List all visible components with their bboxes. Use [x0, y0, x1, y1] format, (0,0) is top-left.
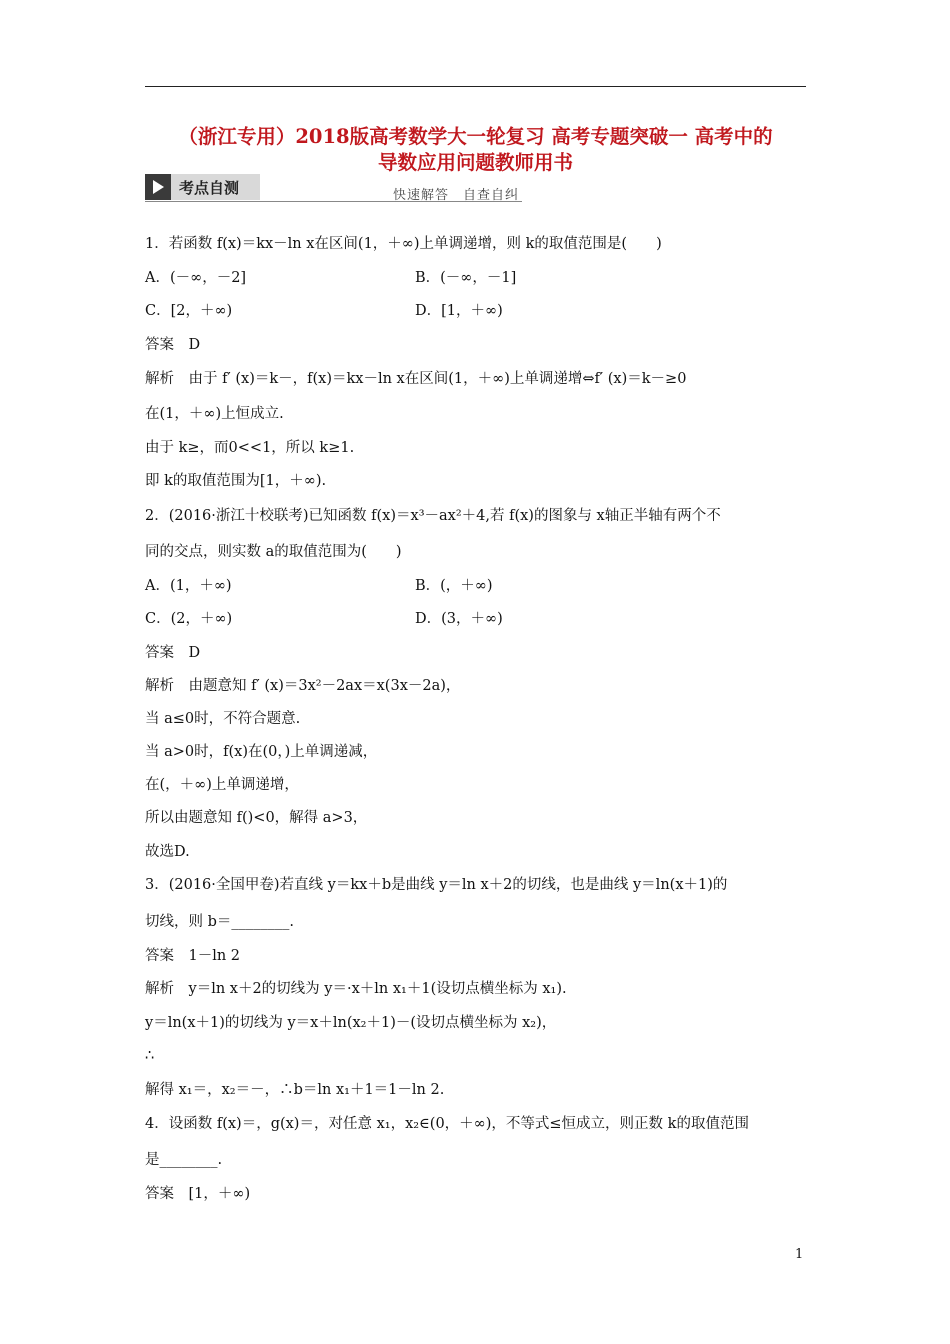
q1-analysis-line: 即 k的取值范围为[1，＋∞). — [145, 473, 327, 489]
q2-option-d: D．(3，＋∞) — [415, 611, 503, 627]
q1-stem: 1．若函数 f(x)＝kx－ln x在区间(1，＋∞)上单调递增，则 k的取值范围是( ) — [145, 236, 662, 252]
q1-option-d: D．[1，＋∞) — [415, 303, 503, 319]
q2-option-b: B．(，＋∞) — [415, 578, 493, 594]
q1-analysis-line: 由于 k≥，而0<<1，所以 k≥1. — [145, 440, 355, 456]
document-title-line1: （浙江专用）2018版高考数学大一轮复习 高考专题突破一 高考中的 — [178, 125, 773, 148]
q3-analysis-line: ∴ — [145, 1048, 155, 1064]
q3-stem-line: 切线，则 b＝________. — [145, 914, 294, 930]
page-number: 1 — [795, 1247, 804, 1262]
q2-option-a: A．(1，＋∞) — [145, 578, 232, 594]
q2-analysis-line: 故选D. — [145, 844, 190, 860]
header-rule — [145, 86, 806, 87]
q1-option-c: C．[2，＋∞) — [145, 303, 233, 319]
q2-answer: 答案 D — [145, 645, 201, 661]
section-banner — [145, 174, 260, 200]
q4-stem-line: 4．设函数 f(x)＝，g(x)＝，对任意 x₁，x₂∈(0，＋∞)，不等式≤恒成立，则正数 k的取值范围 — [145, 1116, 749, 1132]
q1-analysis-line: 解析 由于 f′ (x)＝k－，f(x)＝kx－ln x在区间(1，＋∞)上单调递增⇔f′ (x)＝k－≥0 — [145, 371, 687, 387]
q2-analysis-line: 所以由题意知 f()<0，解得 a>3， — [145, 810, 368, 826]
q3-analysis-line: 解得 x₁＝，x₂＝－，∴b＝ln x₁＋1＝1－ln 2. — [145, 1082, 445, 1098]
q2-analysis-line: 在(，＋∞)上单调递增， — [145, 777, 299, 793]
q2-stem-line: 同的交点，则实数 a的取值范围为( ) — [145, 544, 402, 560]
section-label: 考点自测 — [179, 179, 240, 197]
q1-option-a: A．(－∞，－2] — [145, 270, 247, 286]
q1-analysis-line: 在(1，＋∞)上恒成立. — [145, 406, 284, 422]
section-subtitle: 快速解答 自查自纠 — [393, 188, 520, 203]
q2-option-c: C．(2，＋∞) — [145, 611, 233, 627]
q3-analysis-line: 解析 y＝ln x＋2的切线为 y＝·x＋ln x₁＋1(设切点横坐标为 x₁). — [145, 981, 567, 997]
play-arrow-icon — [145, 174, 171, 200]
q1-answer: 答案 D — [145, 337, 201, 353]
q2-analysis-line: 当 a>0时，f(x)在(0，)上单调递减， — [145, 744, 378, 760]
q4-stem-line: 是________. — [145, 1152, 223, 1168]
q3-stem-line: 3．(2016·全国甲卷)若直线 y＝kx＋b是曲线 y＝ln x＋2的切线，也是曲线 y＝ln(x＋1)的 — [145, 877, 728, 893]
q4-answer: 答案 [1，＋∞) — [145, 1186, 251, 1202]
q2-analysis-line: 当 a≤0时，不符合题意. — [145, 711, 301, 727]
q2-stem-line: 2．(2016·浙江十校联考)已知函数 f(x)＝x³－ax²＋4,若 f(x)的图象与 x轴正半轴有两个不 — [145, 508, 721, 524]
q3-analysis-line: y＝ln(x＋1)的切线为 y＝x＋ln(x₂＋1)－(设切点横坐标为 x₂)， — [145, 1015, 557, 1031]
q1-option-b: B．(－∞，－1] — [415, 270, 517, 286]
q3-answer: 答案 1－ln 2 — [145, 948, 241, 964]
q2-analysis-line: 解析 由题意知 f′ (x)＝3x²－2ax＝x(3x－2a)， — [145, 678, 461, 694]
document-title-line2: 导数应用问题教师用书 — [377, 151, 573, 174]
